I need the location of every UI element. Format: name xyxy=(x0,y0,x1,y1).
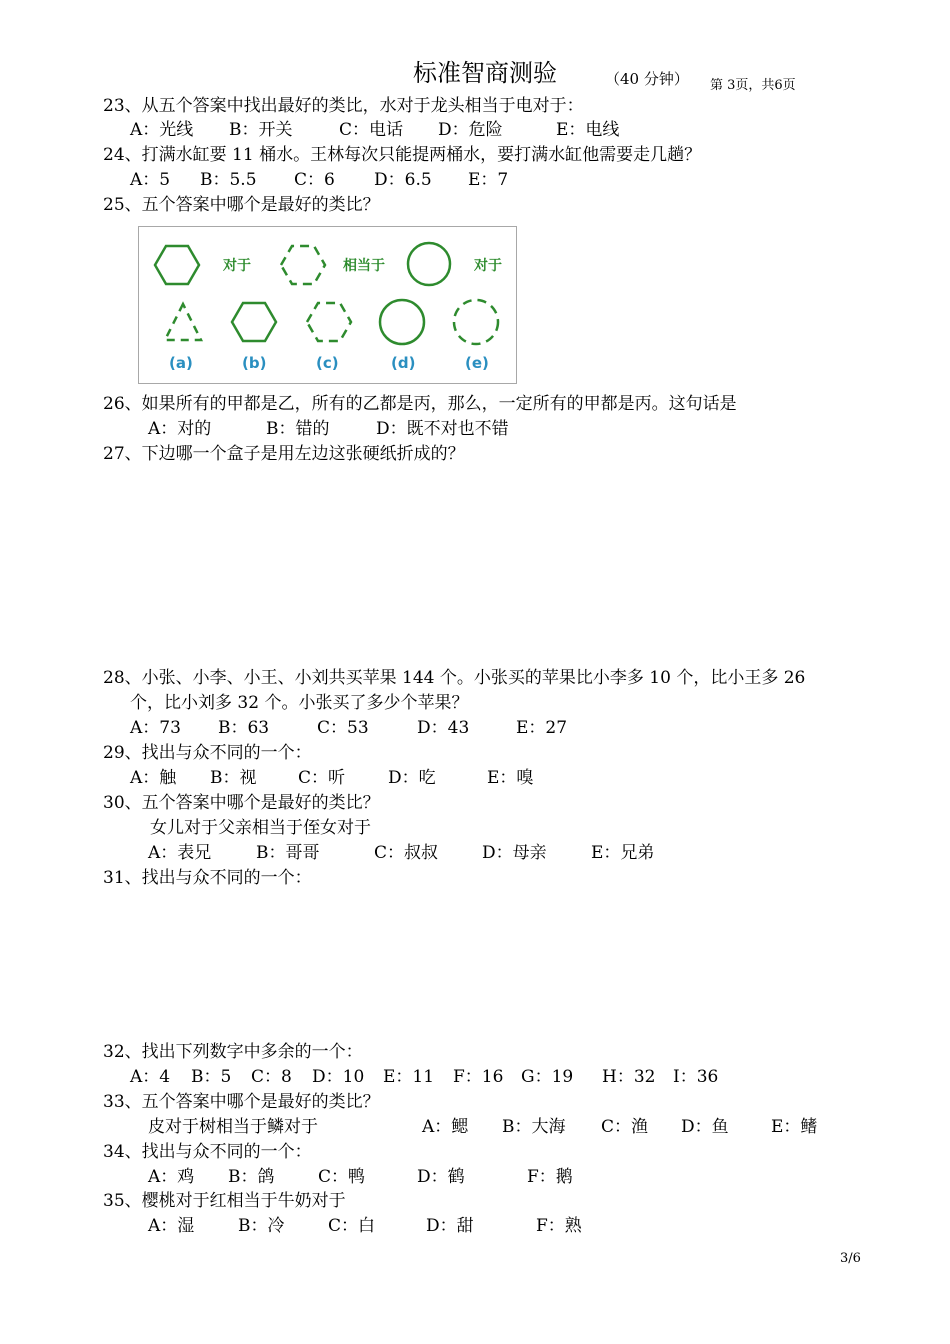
option-f: F：熟 xyxy=(536,1216,582,1236)
question-29-options xyxy=(130,766,533,790)
analogy-figure-svg xyxy=(139,227,518,385)
option-c: C：鸭 xyxy=(318,1167,366,1187)
option-d: D：吃 xyxy=(388,768,436,788)
question-28-stem-line1: 28、小张、小李、小王、小刘共买苹果 144 个。小张买的苹果比小李多 10 个，比小王多 26 xyxy=(103,668,806,688)
option-c: C：电话 xyxy=(339,120,404,140)
dashed-triangle-shape xyxy=(165,304,201,340)
question-31-stem: 31、找出与众不同的一个： xyxy=(103,868,312,888)
option-d: D：鹤 xyxy=(417,1167,465,1187)
option-c: C：6 xyxy=(294,170,335,190)
option-a: A：光线 xyxy=(130,120,194,140)
question-33-sub: 皮对于树相当于鳞对于 xyxy=(148,1117,318,1137)
question-30-options xyxy=(148,841,654,865)
option-b: B：5.5 xyxy=(200,170,257,190)
caption-d: (d) xyxy=(391,354,416,372)
question-30-sub: 女儿对于父亲相当于侄女对于 xyxy=(150,818,371,838)
solid-hexagon-shape xyxy=(155,246,199,284)
question-26-options xyxy=(148,417,509,441)
question-25-stem: 25、五个答案中哪个是最好的类比？ xyxy=(103,195,380,215)
question-35-options xyxy=(148,1214,582,1238)
option-a: A：73 xyxy=(130,718,181,738)
option-c: C：听 xyxy=(298,768,346,788)
word-for-label: 对于 xyxy=(223,258,251,274)
option-a: A：对的 xyxy=(148,419,212,439)
page-number: 3/6 xyxy=(840,1251,861,1266)
question-27-stem: 27、下边哪一个盒子是用左边这张硬纸折成的？ xyxy=(103,444,465,464)
question-34-stem: 34、找出与众不同的一个： xyxy=(103,1142,312,1162)
word-equiv-label: 相当于 xyxy=(343,258,385,274)
question-30-stem: 30、五个答案中哪个是最好的类比？ xyxy=(103,793,380,813)
option-d: D：危险 xyxy=(438,120,503,140)
question-33-options xyxy=(422,1115,817,1139)
option-b: B：哥哥 xyxy=(256,843,320,863)
option-d: D：既不对也不错 xyxy=(376,419,509,439)
option-b: B：鸽 xyxy=(228,1167,275,1187)
option-c: C：白 xyxy=(328,1216,376,1236)
option-d: D：10 xyxy=(312,1067,365,1087)
option-i: I：36 xyxy=(673,1067,719,1087)
question-26-stem: 26、如果所有的甲都是乙，所有的乙都是丙，那么，一定所有的甲都是丙。这句话是 xyxy=(103,394,737,414)
option-d: D：甜 xyxy=(426,1216,474,1236)
question-34-options xyxy=(148,1165,573,1189)
option-a: A：鳃 xyxy=(422,1117,469,1137)
solid-circle-option-shape xyxy=(380,300,424,344)
question-28-options xyxy=(130,716,567,740)
option-f: F：16 xyxy=(453,1067,504,1087)
question-35-stem: 35、樱桃对于红相当于牛奶对于 xyxy=(103,1191,346,1211)
option-e: E：嗅 xyxy=(487,768,534,788)
question-29-stem: 29、找出与众不同的一个： xyxy=(103,743,312,763)
question-32-stem: 32、找出下列数字中多余的一个： xyxy=(103,1042,363,1062)
option-b: B：开关 xyxy=(229,120,293,140)
option-b: B：冷 xyxy=(238,1216,285,1236)
option-f: F：鹅 xyxy=(527,1167,573,1187)
analogy-figure xyxy=(138,226,517,384)
option-c: C：8 xyxy=(251,1067,292,1087)
option-a: A：5 xyxy=(130,170,171,190)
caption-b: (b) xyxy=(242,354,267,372)
option-b: B：63 xyxy=(218,718,270,738)
option-c: C：53 xyxy=(317,718,369,738)
dashed-circle-option-shape xyxy=(454,300,498,344)
option-e: E：电线 xyxy=(556,120,620,140)
option-e: E：兄弟 xyxy=(591,843,655,863)
duration-label: （40 分钟） xyxy=(605,70,689,88)
option-h: H：32 xyxy=(602,1067,656,1087)
page-title: 标准智商测验 xyxy=(413,59,557,87)
option-d: D：6.5 xyxy=(374,170,432,190)
dashed-hexagon-option-shape xyxy=(307,303,351,341)
question-33-stem: 33、五个答案中哪个是最好的类比？ xyxy=(103,1092,380,1112)
option-c: C：渔 xyxy=(601,1117,649,1137)
question-32-options xyxy=(130,1065,718,1089)
option-e: E：鳍 xyxy=(771,1117,818,1137)
option-d: D：鱼 xyxy=(681,1117,729,1137)
option-b: B：错的 xyxy=(266,419,330,439)
caption-c: (c) xyxy=(316,354,339,372)
option-c: C：叔叔 xyxy=(374,843,439,863)
dashed-hexagon-shape xyxy=(281,246,325,284)
option-a: A：湿 xyxy=(148,1216,195,1236)
option-a: A：4 xyxy=(130,1067,171,1087)
option-e: E：11 xyxy=(383,1067,435,1087)
option-g: G：19 xyxy=(521,1067,574,1087)
caption-a: (a) xyxy=(169,354,193,372)
option-d: D：43 xyxy=(417,718,470,738)
option-b: B：大海 xyxy=(502,1117,566,1137)
solid-circle-shape xyxy=(408,243,450,285)
option-e: E：7 xyxy=(468,170,509,190)
page-info: 第 3页，共6页 xyxy=(710,78,796,93)
solid-hexagon-option-shape xyxy=(232,303,276,341)
option-d: D：母亲 xyxy=(482,843,547,863)
question-24-options xyxy=(130,168,508,192)
option-b: B：视 xyxy=(210,768,257,788)
option-a: A：鸡 xyxy=(148,1167,195,1187)
question-28-stem-line2: 个，比小刘多 32 个。小张买了多少个苹果？ xyxy=(130,693,469,713)
question-23-stem: 23、从五个答案中找出最好的类比，水对于龙头相当于电对于： xyxy=(103,96,584,116)
option-a: A：触 xyxy=(130,768,177,788)
question-24-stem: 24、打满水缸要 11 桶水。王林每次只能提两桶水，要打满水缸他需要走几趟？ xyxy=(103,145,702,165)
caption-e: (e) xyxy=(465,354,489,372)
option-b: B：5 xyxy=(191,1067,232,1087)
question-23-options xyxy=(130,118,619,142)
option-e: E：27 xyxy=(516,718,568,738)
option-a: A：表兄 xyxy=(148,843,212,863)
word-for2-label: 对于 xyxy=(474,258,502,274)
